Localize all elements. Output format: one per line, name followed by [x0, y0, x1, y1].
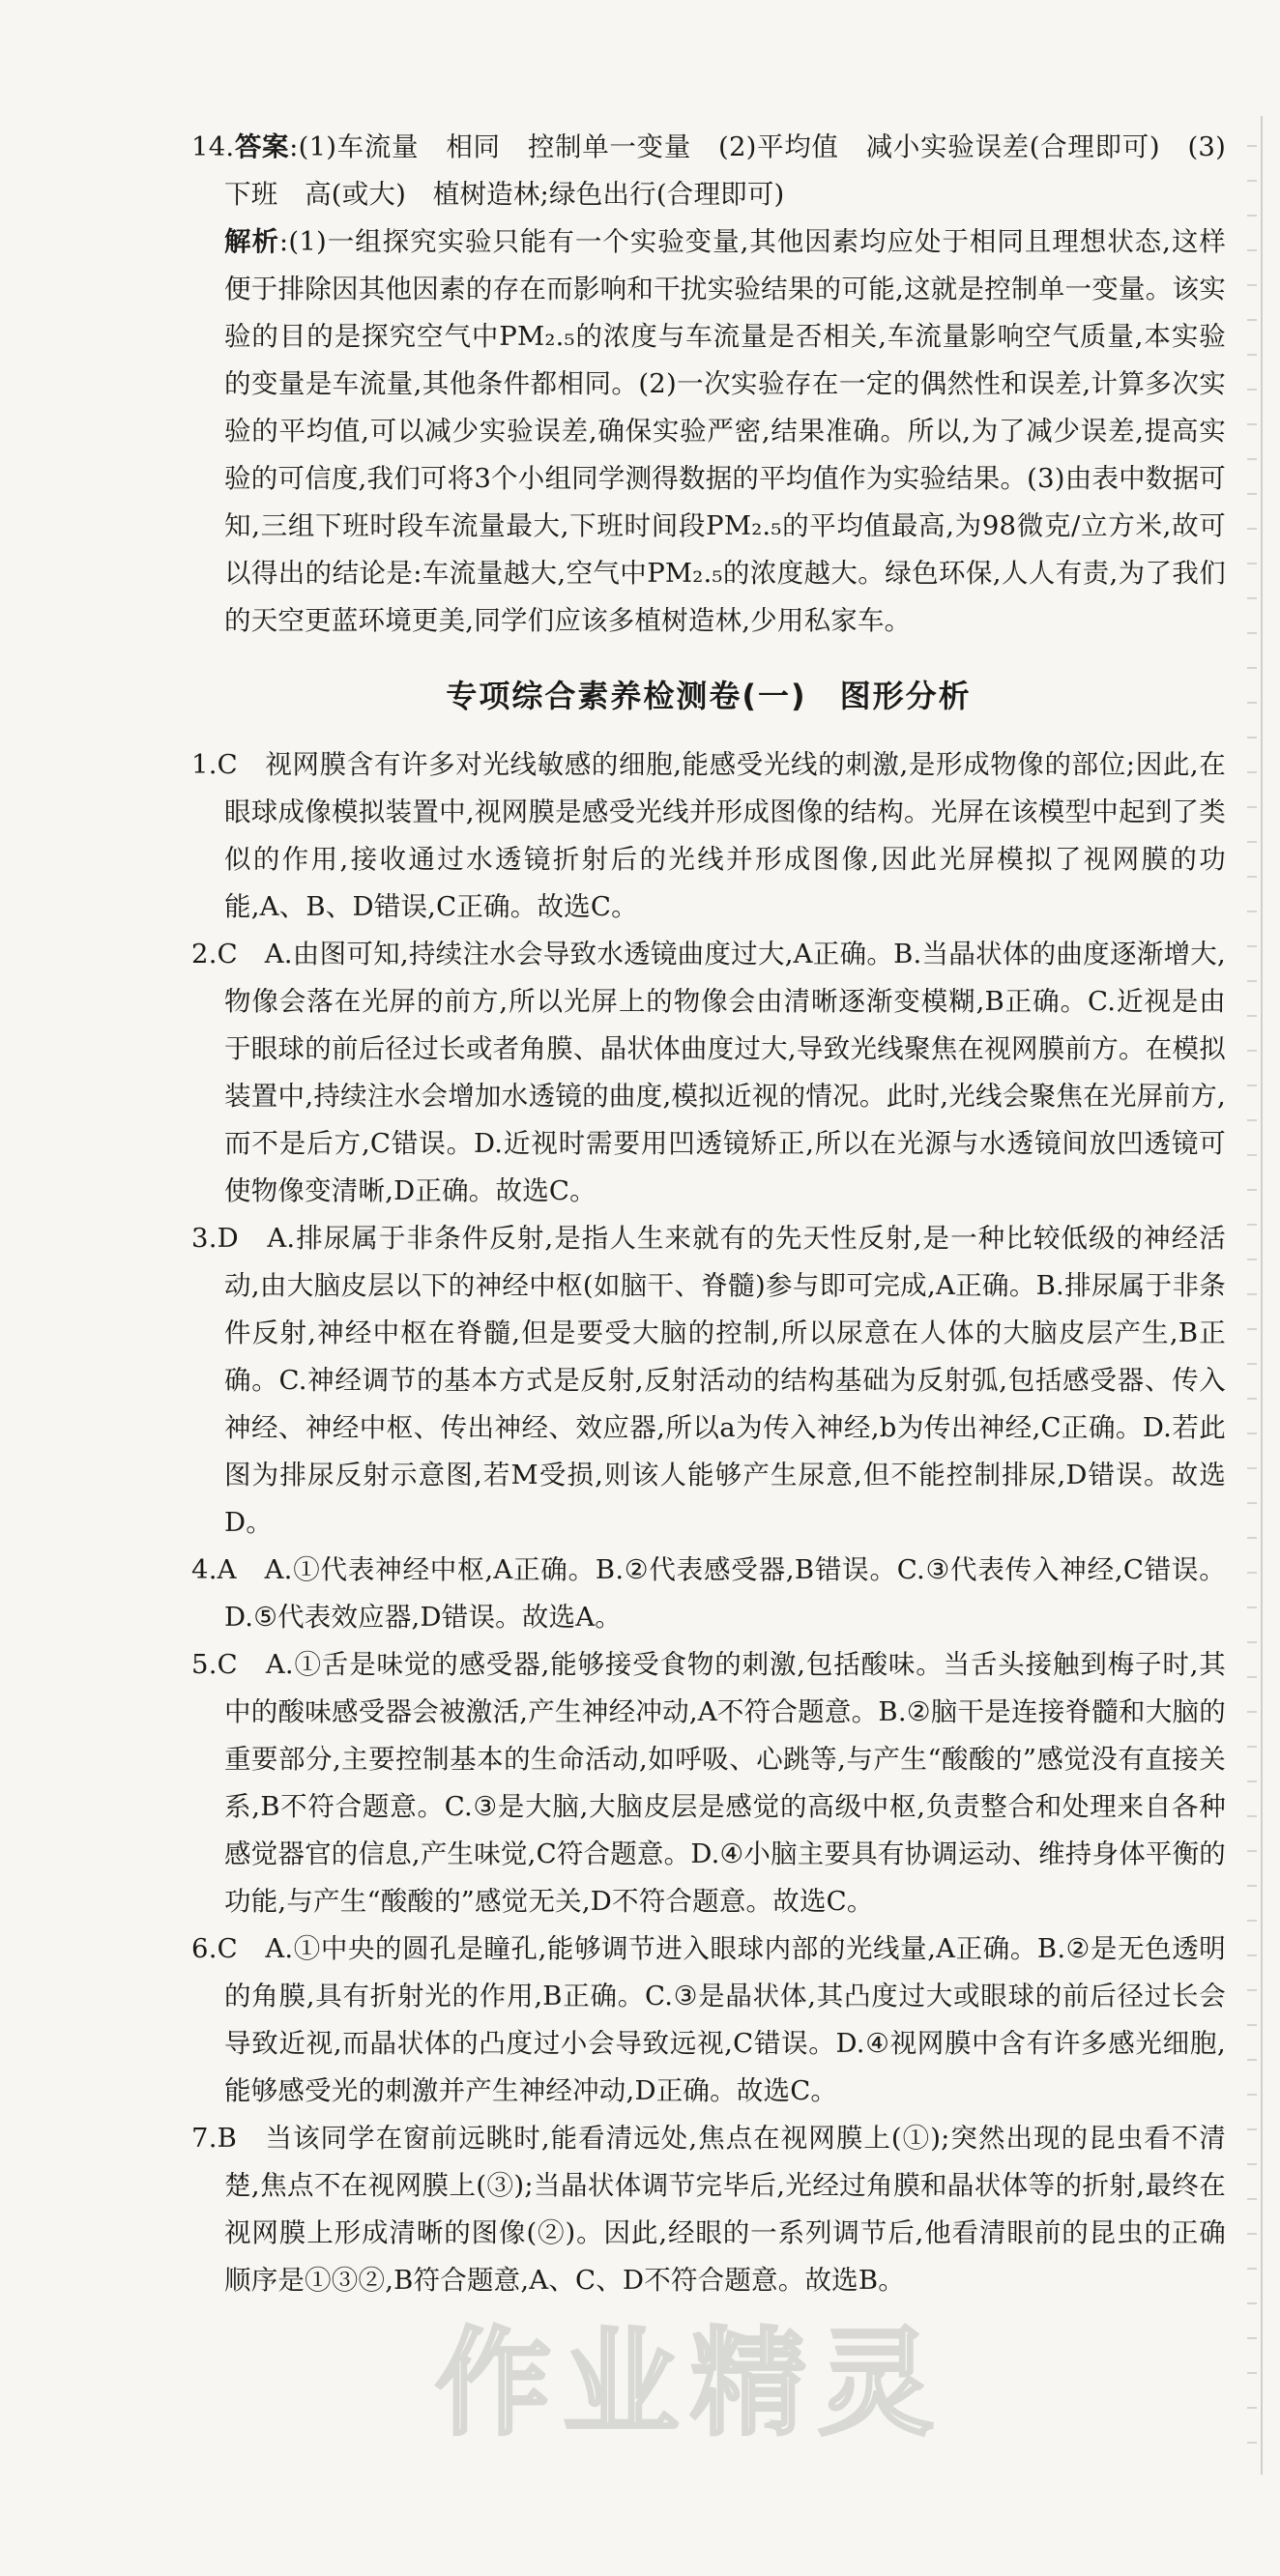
answer-item-4: 4.A A.①代表神经中枢,A正确。B.②代表感受器,B错误。C.③代表传入神经,C错误。D.⑤代表效应器,D错误。故选A。	[191, 1554, 1226, 1633]
page-content	[191, 124, 1226, 2304]
answer-item-3: 3.D A.排尿属于非条件反射,是指人生来就有的先天性反射,是一种比较低级的神经活动,由大脑皮层以下的神经中枢(如脑干、脊髓)参与即可完成,A正确。B.排尿属于非条件反射,神经中枢在脊髓,但是要受大脑的控制,所以尿意在人体的大脑皮层产生,B正确。C.神经调节的基本方式是反射,反射活动的结构基础为反射弧,包括感受器、传入神经、神经中枢、传出神经、效应器,所以a为传入神经,b为传出神经,C正确。D.若此图为排尿反射示意图,若M受损,则该人能够产生尿意,但不能控制排尿,D错误。故选D。	[191, 1223, 1226, 1538]
answer-item-5: 5.C A.①舌是味觉的感受器,能够接受食物的刺激,包括酸味。当舌头接触到梅子时,其中的酸味感受器会被激活,产生神经冲动,A不符合题意。B.②脑干是连接脊髓和大脑的重要部分,主要控制基本的生命活动,如呼吸、心跳等,与产生“酸酸的”感觉没有直接关系,B不符合题意。C.③是大脑,大脑皮层是感觉的高级中枢,负责整合和处理来自各种感觉器官的信息,产生味觉,C符合题意。D.④小脑主要具有协调运动、维持身体平衡的功能,与产生“酸酸的”感觉无关,D不符合题意。故选C。	[191, 1649, 1226, 1917]
answer-item-7: 7.B 当该同学在窗前远眺时,能看清远处,焦点在视网膜上(①);突然出现的昆虫看不清楚,焦点不在视网膜上(③);当晶状体调节完毕后,光经过角膜和晶状体等的折射,最终在视网膜上形成清晰的图像(②)。因此,经眼的一系列调节后,他看清眼前的昆虫的正确顺序是①③②,B符合题意,A、C、D不符合题意。故选B。	[191, 2123, 1226, 2296]
question-14-explanation	[191, 218, 1226, 645]
explain-text: :(1)一组探究实验只能有一个实验变量,其他因素均应处于相同且理想状态,这样便于排除因其他因素的存在而影响和干扰实验结果的可能,这就是控制单一变量。该实验的目的是探究空气中PM₂.₅的浓度与车流量是否相关,车流量影响空气质量,本实验的变量是车流量,其他条件都相同。(2)一次实验存在一定的偶然性和误差,计算多次实验的平均值,可以减少实验误差,确保实验严密,结果准确。所以,为了减少误差,提高实验的可信度,我们可将3个小组同学测得数据的平均值作为实验结果。(3)由表中数据可知,三组下班时段车流量最大,下班时间段PM₂.₅的平均值最高,为98微克/立方米,故可以得出的结论是:车流量越大,空气中PM₂.₅的浓度越大。绿色环保,人人有责,为了我们的天空更蓝环境更美,同学们应该多植树造林,少用私家车。	[224, 226, 1226, 636]
answer-item-1: 1.C 视网膜含有许多对光线敏感的细胞,能感受光线的刺激,是形成物像的部位;因此,在眼球成像模拟装置中,视网膜是感受光线并形成图像的结构。光屏在该模型中起到了类似的作用,接收通过水透镜折射后的光线并形成图像,因此光屏模拟了视网膜的功能,A、B、D错误,C正确。故选C。	[191, 749, 1226, 922]
answer-item-6: 6.C A.①中央的圆孔是瞳孔,能够调节进入眼球内部的光线量,A正确。B.②是无色透明的角膜,具有折射光的作用,B正确。C.③是晶状体,其凸度过大或眼球的前后径过长会导致近视,而晶状体的凸度过小会导致远视,C错误。D.④视网膜中含有许多感光细胞,能够感受光的刺激并产生神经冲动,D正确。故选C。	[191, 1933, 1226, 2106]
watermark: 作业精灵	[435, 2317, 945, 2451]
margin-ticks	[1247, 145, 1257, 2446]
answer-text: :(1)车流量 相同 控制单一变量 (2)平均值 减小实验误差(合理即可) (3)下班 高(或大) 植树造林;绿色出行(合理即可)	[224, 131, 1226, 210]
question-14	[191, 124, 1226, 218]
explain-label: 解析	[224, 226, 279, 257]
section-title: 专项综合素养检测卷(一) 图形分析	[446, 678, 972, 714]
margin-rule	[1261, 116, 1263, 2475]
question-number: 14.	[191, 131, 235, 162]
answer-label: 答案	[234, 131, 290, 162]
answer-item-2: 2.C A.由图可知,持续注水会导致水透镜曲度过大,A正确。B.当晶状体的曲度逐渐增大,物像会落在光屏的前方,所以光屏上的物像会由清晰逐渐变模糊,B正确。C.近视是由于眼球的前后径过长或者角膜、晶状体曲度过大,导致光线聚焦在视网膜前方。在模拟装置中,持续注水会增加水透镜的曲度,模拟近视的情况。此时,光线会聚焦在光屏前方,而不是后方,C错误。D.近视时需要用凹透镜矫正,所以在光源与水透镜间放凹透镜可使物像变清晰,D正确。故选C。	[191, 939, 1226, 1206]
